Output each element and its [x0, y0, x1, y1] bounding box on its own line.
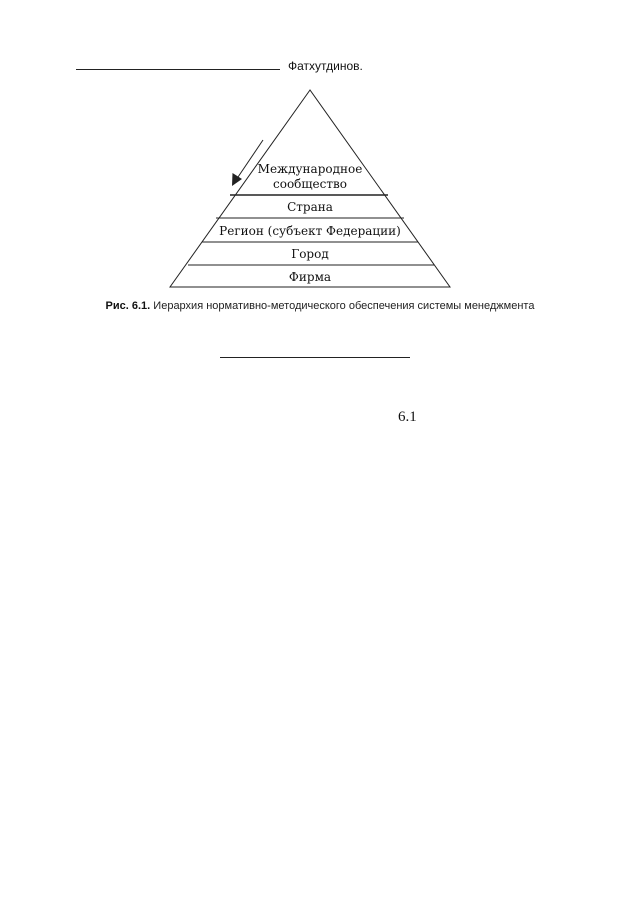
running-header-author: Фатхутдинов.: [288, 59, 363, 73]
level-region: Регион (субъект Федерации): [219, 224, 401, 238]
figure-caption-label: Рис. 6.1.: [105, 300, 151, 312]
header-rule-left: [76, 69, 280, 70]
section-rule: [220, 357, 410, 358]
hierarchy-pyramid-diagram: [160, 80, 470, 300]
level-firm: Фирма: [288, 270, 332, 284]
figure-caption: [90, 300, 550, 313]
figure-caption-title: Иерархия нормативно-методического обеспечения системы менеджмента: [153, 300, 535, 312]
level-international-line1: Международное: [257, 162, 363, 176]
level-international-line2: сообщество: [273, 177, 347, 191]
figure-reference-number: 6.1: [398, 409, 417, 425]
level-city: Город: [291, 247, 329, 261]
level-country: Страна: [287, 200, 333, 214]
